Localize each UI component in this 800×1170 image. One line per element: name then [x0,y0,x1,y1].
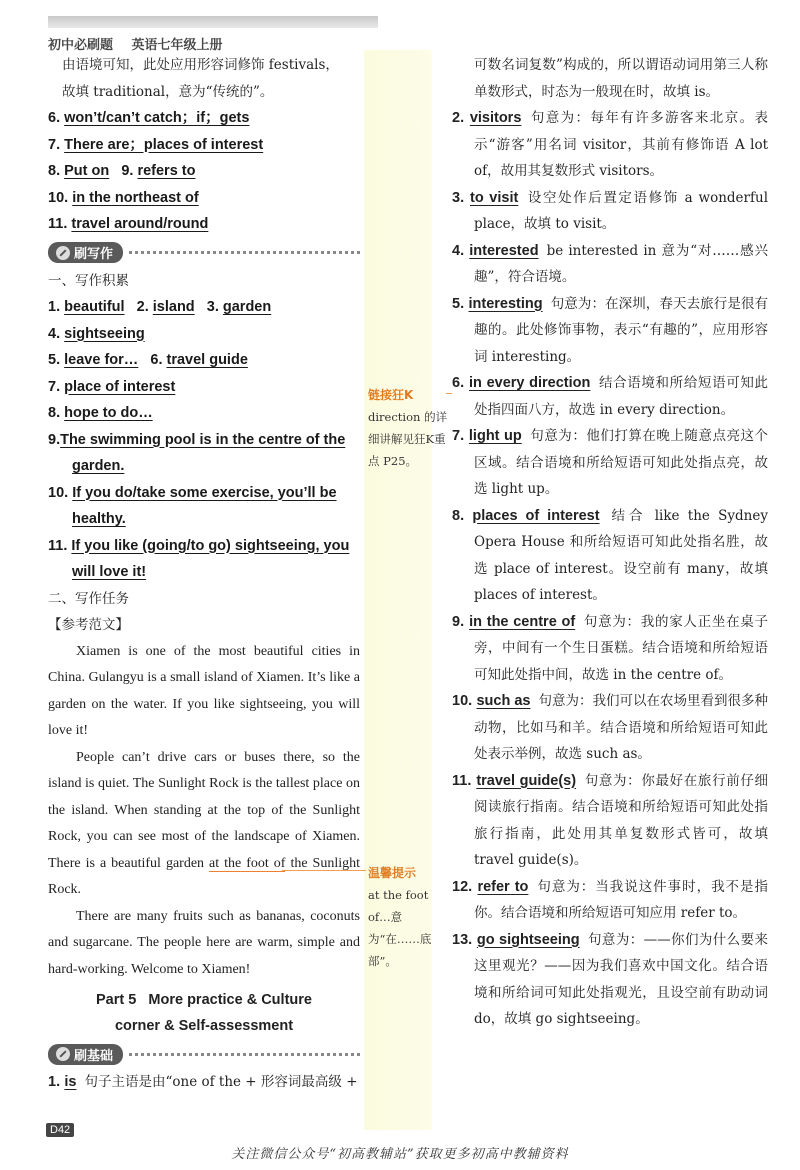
item-explanation: be interested in 意为“对……感兴趣”，符合语境。 [474,242,768,285]
item-explanation: 结合 like the Sydney Opera House 和所给短语可知此处指名胜，故选 place of interest。设空前有 many，故填 places of interest。 [474,507,768,603]
tag-writing-label: 刷写作 [74,247,114,262]
item-num: 9. [452,613,465,630]
item-num: 3. [452,189,465,206]
answer-explanation-item [452,238,768,291]
item-num: 6. [452,375,465,391]
answer-num: 9. [121,163,134,179]
answer-text: garden [222,299,272,315]
answer-explanation-item [452,688,768,768]
answer-num: 4. [48,325,61,342]
header-subject: 英语七年级上册 [131,38,223,53]
page-number: D42 [46,1123,74,1137]
answer-text: There are；places of interest [64,136,264,153]
item-explanation: 句意为：你最好在旅行前仔细阅读旅行指南。结合语境和所给短语可知此处指旅行指南，此处用其单复数形式皆可，故填 travel guide(s)。 [474,772,769,868]
answer-explanation-item [452,609,768,689]
answer-num: 10. [48,484,69,501]
answer-num: 3. [206,299,219,315]
pen-icon [56,246,70,260]
item-key: such as [476,693,531,709]
answer-num: 6. [150,352,163,368]
item-explanation: 句子主语是由“one of the + 形容词最高级 + [84,1074,358,1090]
header-bar [48,16,378,28]
answer-text: in the northeast of [72,189,199,206]
side-note-link-text: direction 的详细讲解见狂K重点 P25。 [368,410,448,468]
item-num: 5. [452,295,465,312]
answer-a-11 [48,211,360,238]
dotted-divider [129,1053,360,1056]
answer-num: 7. [48,136,61,153]
left-column [48,52,360,1096]
essay-paragraph-2 [48,745,360,904]
answer-b-1-3 [48,294,360,321]
side-note-tip [368,862,450,972]
answer-num: 7. [48,378,61,395]
item-num: 1. [48,1074,61,1090]
item-key: refer to [477,878,529,895]
tag-writing [48,242,123,263]
side-note-tip-text: at the foot of…意为“在……底部”。 [368,888,432,968]
essay-highlight: at the foot of [209,855,286,871]
item-key: is [64,1074,77,1090]
item-explanation: 结合语境和所给短语可知此处指四面八方，故选 in every direction。 [474,375,768,418]
item-explanation: 句意为：他们打算在晚上随意点亮这个区域。结合语境和所给短语可知此处指点亮，故选 light up。 [474,428,769,497]
intro-line-1: 由语境可知，此处应用形容词修饰 festivals， [62,57,339,73]
answer-num: 2. [136,299,149,315]
answer-explanation-item [452,370,768,423]
item-explanation: 句意为：我的家人正坐在桌子旁，中间有一个生日蛋糕。结合语境和所给短语可知此处指中间，故选 in the centre of。 [474,613,768,683]
item-explanation: 句意为：当我说这件事时，我不是指你。结合语境和所给短语可知应用 refer to。 [474,878,769,921]
answer-text: Put on [64,163,110,179]
answer-text: hope to do… [64,405,153,421]
item-num: 4. [452,242,465,259]
item-num: 2. [452,110,465,126]
section-heading-2: 二、写作任务 [48,590,129,607]
item-num: 12. [452,878,473,895]
right-items [452,105,768,1033]
answer-text: If you like (going/to go) sightseeing, you will love it! [71,537,350,580]
item-explanation: 句意为：——你们为什么要来这里观光？——因为我们喜欢中国文化。结合语境和所给词可知此处指观光，且设空前有助动词 do，故填 go sightseeing。 [474,931,768,1027]
answer-explanation-item [452,105,768,185]
side-note-link [368,384,450,472]
answer-b-10 [48,480,360,533]
item-key: interesting [468,295,543,312]
answer-num: 10. [48,189,69,206]
answer-text: place of interest [64,378,176,395]
answer-text: If you do/take some exercise, you’ll be healthy. [72,484,337,527]
answer-text: leave for… [64,352,139,368]
essay-paragraph-3: There are many fruits such as bananas, coconuts and sugarcane. The people here are warm, simple and hard-working. Welcome to Xiamen! [48,908,360,977]
header-book: 初中必刷题 [48,38,114,53]
item-num: 13. [452,931,473,948]
answer-explanation-item [452,423,768,503]
answer-num: 8. [48,405,61,421]
item-key: interested [469,242,539,259]
answer-num: 5. [48,352,61,368]
answer-num: 6. [48,110,61,126]
answer-explanation-item [452,291,768,371]
answer-b-5-6 [48,347,360,374]
answer-num: 11. [48,537,68,554]
answer-text: refers to [137,163,196,179]
sample-essay-title: 【参考范文】 [48,617,129,633]
item-key: light up [468,428,522,444]
item-explanation: 句意为：在深圳，春天去旅行是很有趣的。此处修饰事物，表示“有趣的”，应用形容词 interesting。 [474,295,769,365]
answer-explanation-item [452,768,768,874]
item-num: 8. [452,507,465,524]
answer-explanation-item [452,874,768,927]
item-key: to visit [469,189,519,206]
answer-text: won’t/can’t catch；if；gets [64,110,250,126]
essay-text: the Sunlight Rock. [48,855,361,897]
answer-num: 1. [48,299,61,315]
answer-num: 9. [48,431,61,448]
answer-text: beautiful [64,299,125,315]
header-text [48,34,237,53]
answer-b-8 [48,400,360,427]
item-key: travel guide(s) [476,772,577,789]
answer-b-9 [48,427,360,480]
answer-b-4 [48,321,360,348]
tag-writing-row [48,240,360,266]
page-header [48,16,378,53]
right-column [452,52,768,1033]
basic-item-1 [48,1069,360,1096]
right-intro: 可数名词复数”构成的，所以谓语动词用第三人称单数形式，时态为一般现在时，故填 is。 [474,57,768,100]
section-heading-1: 一、写作积累 [48,272,129,289]
answer-a-8-9 [48,158,360,185]
pen-icon [56,1047,70,1061]
answer-a-7 [48,132,360,159]
item-key: visitors [469,110,522,126]
item-key: in the centre of [469,613,576,630]
item-num: 7. [452,428,465,444]
item-explanation: 设空处作后置定语修饰 a wonderful place，故填 to visit。 [474,189,769,232]
answer-num: 11. [48,216,68,232]
answer-text: island [152,299,195,315]
item-key: go sightseeing [476,931,580,948]
answer-b-11 [48,533,360,586]
answer-num: 8. [48,163,61,179]
side-note-link-title: 链接狂K [368,388,414,402]
answer-explanation-item [452,927,768,1033]
answer-text: travel guide [166,352,248,368]
item-explanation: 句意为：每年有许多游客来北京。表示“游客”用名词 visitor，其前有修饰语 A lot of，故用其复数形式 visitors。 [474,110,769,179]
answer-text: travel around/round [71,216,209,232]
answer-a-10 [48,185,360,212]
part-title [48,987,360,1039]
part-title-line-1: Part 5 More practice & Culture [96,992,312,1008]
essay-text: People can’t drive cars or buses there, so the island is quiet. The Sunlight Rock is the tallest place on the island. When standing at the top of the Sunlight Rock, you can see most of the landscape of Xiamen. There is a beautiful garden [48,749,360,871]
item-explanation: 句意为：我们可以在农场里看到很多种动物，比如马和羊。结合语境和所给短语可知此处表示举例，故选 such as。 [474,693,769,762]
answer-text: The swimming pool is in the centre of the garden. [60,431,346,474]
part-title-line-2: corner & Self-assessment [114,1018,294,1034]
dotted-divider [129,251,360,254]
item-num: 10. [452,693,473,709]
answer-explanation-item [452,185,768,238]
essay-paragraph-1: Xiamen is one of the most beautiful cities in China. Gulangyu is a small island of Xiamen. It’s like a garden on the water. If you like sightseeing, you will love it! [48,643,360,738]
footer-note: 关注微信公众号“初高教辅站”获取更多初高中教辅资料 [231,1147,569,1162]
item-key: places of interest [472,507,600,524]
answer-a-6 [48,105,360,132]
tag-basic [48,1044,123,1065]
tag-basic-row [48,1041,360,1067]
intro-line-2: 故填 traditional，意为“传统的”。 [62,83,274,100]
answer-b-7 [48,374,360,401]
item-num: 11. [452,772,472,789]
answer-text: sightseeing [64,325,145,342]
item-key: in every direction [469,375,591,391]
answer-explanation-item [452,503,768,609]
tag-basic-label: 刷基础 [74,1048,114,1064]
side-note-tip-title: 温馨提示 [368,866,417,880]
